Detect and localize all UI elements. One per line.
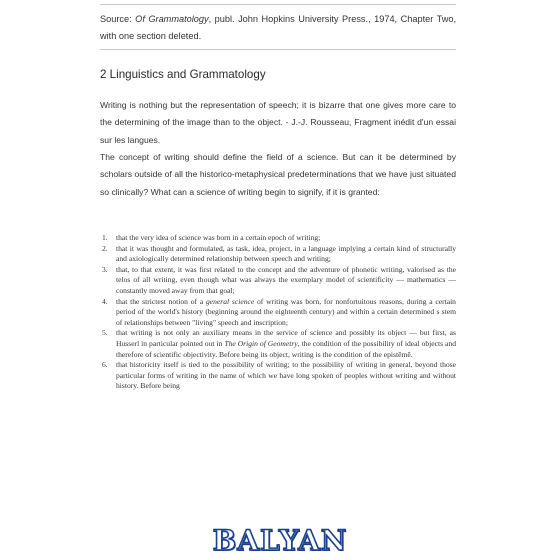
list-item-number: 1. xyxy=(102,233,108,242)
list-item-number: 3. xyxy=(102,264,108,274)
source-book-title: Of Grammatology xyxy=(135,14,209,24)
emphasis-text: general science xyxy=(205,296,255,306)
watermark-footer xyxy=(0,524,560,560)
top-rule xyxy=(100,4,456,5)
intro-paragraph: The concept of writing should define the field of a science. But can it be determined by scholars outside of all the historico-metaphysical predeterminations that we have just situated so clinically? What can a science of writing begin to signify, if it is granted: xyxy=(100,152,456,197)
numbered-list xyxy=(100,233,456,392)
source-details: , publ. John Hopkins University Press., 1974, Chapter Two, with one section deleted. xyxy=(100,14,457,41)
list-item xyxy=(100,328,456,360)
watermark-logo: BALYAN xyxy=(212,524,348,557)
list-item xyxy=(100,233,456,244)
list-item xyxy=(100,297,456,329)
list-item-text: that it was thought and formulated, as task, idea, project, in a language implying a certain kind of structurally and axiologically determined relationship between speech and writing; xyxy=(116,243,456,264)
list-item-number: 6. xyxy=(102,360,108,370)
list-item-text: that the strictest notion of a general science of writing was born, for nonfortuitous reasons, during a certain period of the world's history (beginning around the eighteenth century) and within a certain determined s stem of relationships between "living" speech and inscription; xyxy=(116,296,456,327)
source-divider xyxy=(100,49,456,50)
emphasis-text: The Origin of Geometry xyxy=(224,338,298,348)
list-item-text: that historicity itself is tied to the possibility of writing; to the possibility of writing in general, beyond those particular forms of writing in the name of which we have long spoken of peoples without writing and without history. Before being xyxy=(116,360,456,391)
list-item-number: 2. xyxy=(102,243,108,253)
list-item-number: 4. xyxy=(102,296,108,306)
section-heading: 2 Linguistics and Grammatology xyxy=(100,68,266,81)
list-item-text: that the very idea of science was born in a certain epoch of writing; xyxy=(116,233,321,242)
epigraph: Writing is nothing but the representation of speech; it is bizarre that one gives more care to the determining of the image than to the object. - J.-J. Rousseau, Fragment inédit d'un essai sur les langues. xyxy=(100,100,456,145)
list-item-text: that, to that extent, it was first related to the concept and the adventure of phonetic writing, valorised as the telos of all writing, even though what was always the exemplary model of scientificity — mathematics — constantly moved away from that goal; xyxy=(116,264,456,295)
source-note xyxy=(100,11,456,45)
list-item xyxy=(100,244,456,265)
list-item xyxy=(100,360,456,392)
list-item-number: 5. xyxy=(102,328,108,338)
list-item xyxy=(100,265,456,297)
source-prefix: Source: xyxy=(100,14,136,24)
list-item-text: that writing is not only an auxiliary means in the service of science and possibly its object — but first, as Husserl in particular pointed out in The Origin of Geometry, the condition of the possibility of ideal objects and therefore of scientific objectivity. Before being its object, writing is the condition of the epistēmē. xyxy=(116,328,457,359)
